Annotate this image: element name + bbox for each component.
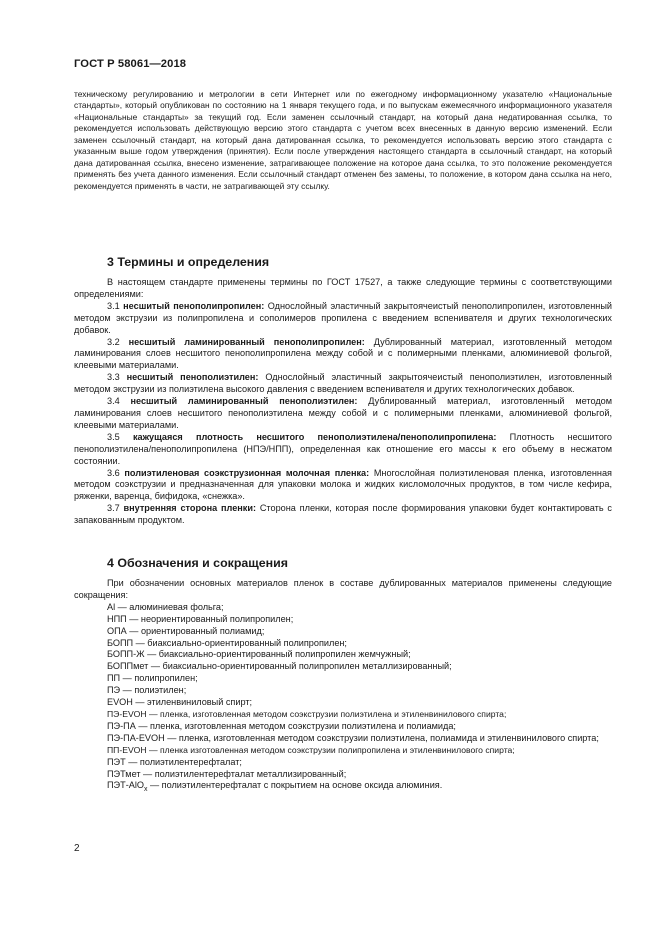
abbreviation-item: Al — алюминиевая фольга; (107, 601, 224, 612)
abbreviation-item: ПП-EVOH — пленка изготовленная методом соэкструзии полипропилена и этиленвинилового спирта; (107, 744, 515, 755)
term-number: 3.6 (107, 467, 120, 478)
term-entry (74, 468, 612, 504)
term-number: 3.2 (107, 336, 120, 347)
term-number: 3.3 (107, 372, 120, 383)
term-name: несшитый ламинированный пенополиэтилен: (130, 396, 358, 407)
abbreviation-item: ПЭ-EVOH — пленка, изготовленная методом соэкструзии полиэтилена и этиленвинилового спирта; (107, 708, 507, 719)
term-name: несшитый ламинированный пенополипропилен: (128, 336, 365, 347)
term-number: 3.7 (107, 503, 120, 514)
term-number: 3.5 (107, 431, 120, 442)
terms-list (74, 301, 612, 527)
abbreviation-item: ПЭТ — полиэтилентерефталат; (107, 756, 242, 767)
term-name: внутренняя сторона пленки: (123, 503, 257, 514)
intro-text: техническому регулированию и метрологии в сети Интернет или по ежегодному информационному указателю «Национальные стандарты», который опубликован по состоянию на 1 января текущего года, и по выпускам ежемесячного информационного указателя «Национальные стандарты» за текущий год. Если заменен ссылочный стандарт, на который дана недатированная ссылка, то рекомендуется использовать действующую версию этого стандарта с учетом всех внесенных в данную версию изменений. Если заменен ссылочный стандарт, на который дана датированная ссылка, то рекомендуется использовать версию этого стандарта с указанным выше годом утверждения (принятия). Если после утверждения настоящего стандарта в ссылочный стандарт, на который дана датированная ссылка, внесено изменение, затрагивающее положение на которое дана ссылка, то это положение рекомендуется применять без учета данного изменения. Если ссылочный стандарт отменен без замены, то положение, в котором дана ссылка на него, рекомендуется применять в части, не затрагивающей эту ссылку. (74, 89, 612, 191)
abbreviation-item: ПЭ-ПА-EVOH — пленка, изготовленная методом соэкструзии полиэтилена, полиамида и этиленвинилового спирта; (107, 732, 599, 743)
abbreviation-item: БОПП-Ж — биаксиально-ориентированный полипропилен жемчужный; (107, 649, 411, 660)
term-definition: Многослойная полиэтиленовая пленка, изготовленная методом соэкструзии и предназначенная для упаковки молока и жидких кисломолочных продуктов, в том числе кефира, ряженки, варенца, бифидока, «снежка». (74, 467, 612, 502)
term-number: 3.4 (107, 396, 120, 407)
section-4-body (74, 578, 612, 796)
section-3-body (74, 277, 612, 527)
section-4 (74, 556, 612, 796)
section-3 (74, 255, 612, 527)
term-definition: Дублированный материал, изготовленный методом ламинирования слоев несшитого пенополиэтилена между собой и с полимерными пленками, алюминиевой фольгой, клеевыми материалами. (74, 396, 612, 430)
abbreviation-last-pre: ПЭТ-AlO (107, 780, 144, 791)
term-name: полиэтиленовая соэкструзионная молочная пленка: (124, 467, 370, 478)
term-entry (74, 396, 612, 432)
abbreviation-item: ПЭ-ПА — пленка, изготовленная методом соэкструзии полиэтилена и полиамида; (107, 720, 456, 731)
abbreviation-item: ПЭТмет — полиэтилентерефталат металлизированный; (107, 768, 347, 779)
section-3-lead: В настоящем стандарте применены термины по ГОСТ 17527, а также следующие термины с соответствующими определениями: (74, 277, 612, 299)
section-4-lead: При обозначении основных материалов пленок в составе дублированных материалов применены следующие сокращения: (74, 578, 612, 600)
term-definition: Однослойный эластичный закрытоячеистый пенополипропилен, изготовленный методом экструзии из полипропилена и сополимеров пропилена с введением вспенивателя и других технологических добавок. (74, 300, 612, 335)
term-name: кажущаяся плотность несшитого пенополиэтилена/пенополипропилена: (132, 431, 497, 442)
section-3-heading: 3 Термины и определения (107, 255, 270, 269)
term-name: несшитый пенополиэтилен: (126, 372, 259, 383)
abbreviation-item: БОПП — биаксиально-ориентированный полипропилен; (107, 637, 347, 648)
page-header-title: ГОСТ Р 58061—2018 (74, 58, 187, 70)
abbreviation-last-sub: x (143, 786, 148, 794)
term-definition: Дублированный материал, изготовленный методом ламинирования слоев несшитого пенополипропилена между собой и с полимерными пленками, алюминиевой фольгой, клеевыми материалами. (74, 336, 612, 371)
term-definition: Однослойный эластичный закрытоячеистый пенополиэтилен, изготовленный методом экструзии из полиэтилена высокого давления с введением вспенивателя и других технологических добавок. (74, 372, 612, 395)
abbreviation-item: ОПА — ориентированный полиамид; (107, 625, 265, 636)
term-name: несшитый пенополипропилен: (123, 300, 265, 311)
abbreviation-item: ПЭ — полиэтилен; (107, 685, 187, 696)
abbreviation-item-last (74, 780, 612, 796)
term-entry (74, 301, 612, 337)
abbreviation-last-post: — полиэтилентерефталат с покрытием на основе оксида алюминия. (147, 780, 443, 791)
term-entry (74, 337, 612, 373)
abbreviation-item: EVOH — этиленвиниловый спирт; (107, 697, 253, 708)
term-entry (74, 372, 612, 396)
term-definition: Сторона пленки, которая после формирования упаковки будет контактировать с запакованным продуктом. (74, 503, 612, 526)
abbreviations-list (74, 602, 612, 781)
page-number: 2 (74, 843, 80, 854)
abbreviation-item: НПП — неориентированный полипропилен; (107, 613, 294, 624)
abbreviation-item: БОППмет — биаксиально-ориентированный полипропилен металлизированный; (107, 661, 452, 672)
term-definition: Плотность несшитого пенополиэтилена/пенополипропилена (НПЭ/НПП), определенная как отношение его массы к его объему в несжатом состоянии. (74, 431, 613, 466)
intro-paragraph (74, 89, 612, 192)
term-entry (74, 503, 612, 527)
term-number: 3.1 (107, 300, 120, 311)
abbreviation-item: ПП — полипропилен; (107, 673, 198, 684)
section-4-heading: 4 Обозначения и сокращения (107, 556, 288, 570)
term-entry (74, 432, 612, 468)
